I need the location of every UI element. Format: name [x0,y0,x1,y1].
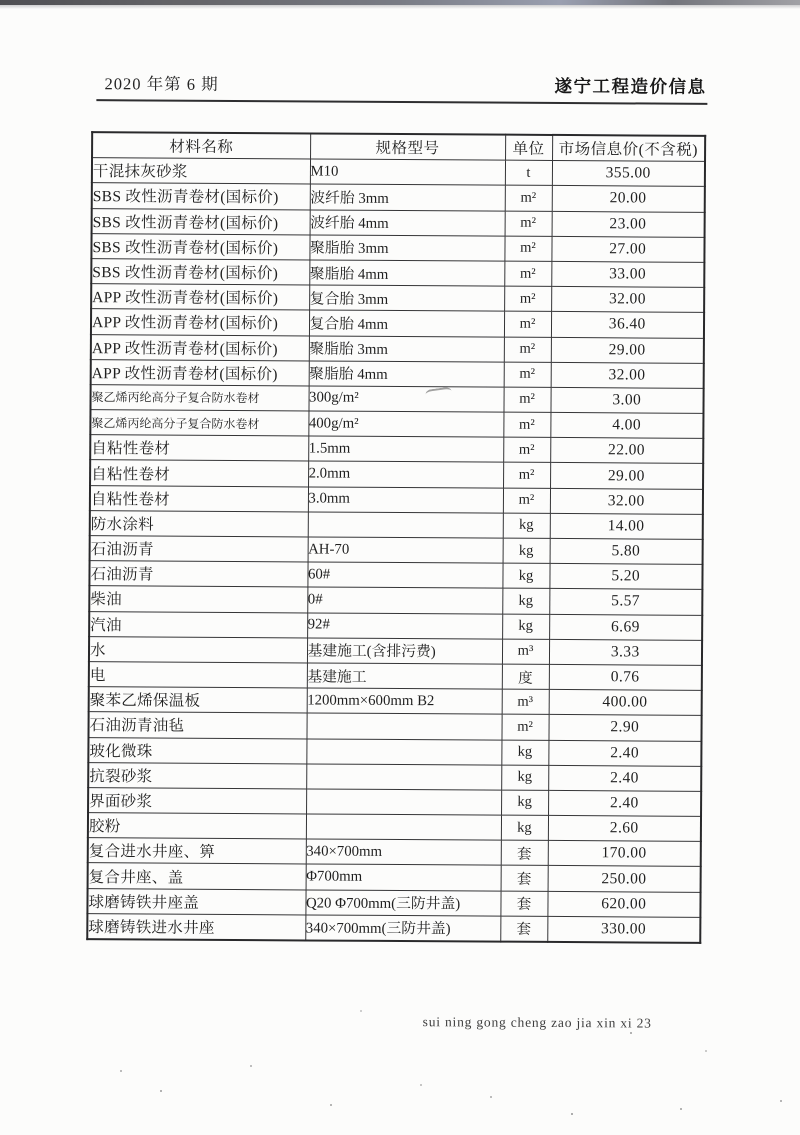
price-cell: 170.00 [548,841,701,867]
table-row [89,611,702,640]
unit-cell: kg [503,538,550,563]
spec-cell: 聚脂胎 3mm [309,235,504,261]
material-name-cell: 石油沥青 [90,536,308,563]
price-cell: 3.33 [549,639,702,665]
col-header-unit: 单位 [505,135,552,161]
spec-cell: 400g/m² [308,411,503,437]
price-cell: 330.00 [547,916,700,943]
material-name-cell: 自粘性卷材 [90,485,308,512]
material-name-cell: 干混抹灰砂浆 [92,158,310,185]
price-cell: 2.60 [548,815,701,841]
table-row [91,359,704,388]
table-row [90,410,703,439]
material-name-cell: 石油沥青油毡 [88,712,306,739]
price-cell: 2.90 [548,715,701,741]
price-cell: 23.00 [552,211,705,237]
table-row [90,384,703,413]
page-footer [423,1014,652,1031]
unit-cell: m² [503,387,550,412]
unit-cell: kg [502,614,549,639]
table-row [88,813,701,842]
unit-cell: m² [501,714,548,739]
material-name-cell: 玻化微珠 [88,737,306,764]
header-rule [96,99,707,105]
price-cell: 32.00 [550,488,703,514]
spec-cell: 0# [307,587,502,613]
spec-cell: 聚脂胎 4mm [309,361,504,387]
material-name-cell: 聚苯乙烯保温板 [89,687,307,714]
price-cell: 5.80 [550,538,703,564]
spec-cell: 2.0mm [308,461,503,487]
table-row [90,510,703,539]
material-name-cell: 防水涂料 [90,510,308,537]
table-row [89,561,702,590]
unit-cell: 套 [501,866,548,891]
material-name-cell: 聚乙烯丙纶高分子复合防水卷材 [90,410,308,437]
material-name-cell: 胶粉 [88,813,306,840]
table-row [89,636,702,665]
unit-cell: m² [504,362,551,387]
price-cell: 29.00 [550,463,703,489]
scan-noise-specks [160,1090,162,1092]
table-row [91,334,704,363]
spec-cell: Φ700mm [306,864,501,890]
table-row [90,460,703,489]
price-table [86,131,706,944]
price-cell: 14.00 [550,513,703,539]
table-row [88,737,701,766]
table-row [91,233,704,262]
spec-cell: 波纤胎 3mm [310,184,505,210]
table-row [90,485,703,514]
material-name-cell: APP 改性沥青卷材(国标价) [91,309,309,336]
price-cell: 2.40 [548,790,701,816]
page-header [104,70,706,99]
unit-cell: kg [501,790,548,815]
unit-cell: 度 [502,664,549,689]
unit-cell: m³ [502,639,549,664]
spec-cell: 波纤胎 4mm [310,210,505,236]
unit-cell: m² [503,412,550,437]
material-name-cell: APP 改性沥青卷材(国标价) [91,359,309,386]
spec-cell: 60# [307,562,502,588]
material-name-cell: 石油沥青 [89,561,307,588]
price-cell: 400.00 [549,690,702,716]
journal-title: 遂宁工程造价信息 [554,75,707,97]
table-row [88,787,701,816]
table-row [91,309,704,338]
price-cell: 2.40 [548,765,701,791]
unit-cell: t [505,160,552,185]
material-name-cell: 水 [89,636,307,663]
table-row [88,762,701,791]
table-row [91,284,704,313]
price-cell: 32.00 [551,362,704,388]
material-name-cell: SBS 改性沥青卷材(国标价) [91,259,309,286]
col-header-price: 市场信息价(不含税) [552,135,705,162]
price-cell: 20.00 [552,186,705,212]
material-name-cell: 界面砂浆 [88,787,306,814]
material-name-cell: SBS 改性沥青卷材(国标价) [91,233,309,260]
material-name-cell: 聚乙烯丙纶高分子复合防水卷材 [90,384,308,411]
spec-cell: 340×700mm(三防井盖) [305,915,500,942]
material-name-cell: 电 [89,662,307,689]
spec-cell [306,814,501,840]
table-row [89,662,702,691]
unit-cell: m² [503,463,550,488]
unit-cell: m² [504,261,551,286]
spec-cell: 基建施工(含排污费) [307,638,502,664]
table-row [92,208,705,237]
table-row [89,687,702,716]
price-cell: 4.00 [550,412,703,438]
table-row [89,586,702,615]
unit-cell: 套 [500,916,547,942]
unit-cell: m² [504,286,551,311]
price-cell: 3.00 [550,387,703,413]
table-row [90,536,703,565]
material-name-cell: 复合井座、盖 [88,863,306,890]
spec-cell: 基建施工 [307,663,502,689]
spec-cell: 1200mm×600mm B2 [307,688,502,714]
table-row [87,913,700,942]
spec-cell [306,764,501,790]
spec-cell [306,713,501,739]
material-name-cell: 球磨铸铁井座盖 [87,888,305,915]
material-name-cell: 球磨铸铁进水井座 [87,913,305,940]
spec-cell: Q20 Φ700mm(三防井盖) [305,890,500,916]
unit-cell: m² [505,211,552,236]
unit-cell: kg [501,815,548,840]
price-cell: 620.00 [547,891,700,917]
spec-cell: AH-70 [308,537,503,563]
table-header [92,132,705,161]
spec-cell: 复合胎 4mm [309,310,504,336]
issue-label: 2020 年第 6 期 [104,74,219,94]
price-cell: 36.40 [551,312,704,338]
unit-cell: kg [502,563,549,588]
spec-cell: 1.5mm [308,436,503,462]
col-header-material: 材料名称 [92,132,310,159]
spec-cell: 聚脂胎 4mm [309,260,504,286]
material-name-cell: 汽油 [89,611,307,638]
price-cell: 250.00 [548,866,701,892]
spec-cell [306,738,501,764]
unit-cell: m² [503,437,550,462]
table-row [87,888,700,917]
price-cell: 22.00 [550,438,703,464]
price-cell: 27.00 [551,236,704,262]
price-cell: 355.00 [552,161,705,187]
header-row [92,132,705,161]
material-name-cell: 自粘性卷材 [90,435,308,462]
table-body [87,158,705,943]
table-row [92,158,705,187]
price-cell: 33.00 [551,261,704,287]
spec-cell: 300g/m² [308,386,503,412]
unit-cell: m² [505,186,552,211]
unit-cell: m³ [502,689,549,714]
footer-pinyin-page-number: sui ning gong cheng zao jia xin xi 23 [422,1014,652,1031]
material-name-cell: 柴油 [89,586,307,613]
material-name-cell: APP 改性沥青卷材(国标价) [91,334,309,361]
material-name-cell: 抗裂砂浆 [88,762,306,789]
spec-cell: 92# [307,613,502,639]
spec-cell [308,512,503,538]
table-row [88,712,701,741]
unit-cell: kg [501,740,548,765]
price-cell: 5.20 [549,564,702,590]
unit-cell: 套 [501,840,548,865]
spec-cell: 复合胎 3mm [309,285,504,311]
table-row [88,838,701,867]
spec-cell: 3.0mm [308,487,503,513]
spec-cell: M10 [310,159,505,185]
material-name-cell: APP 改性沥青卷材(国标价) [91,284,309,311]
material-name-cell: SBS 改性沥青卷材(国标价) [92,183,310,210]
unit-cell: m² [504,311,551,336]
unit-cell: kg [503,513,550,538]
material-name-cell: 复合进水井座、箅 [88,838,306,865]
unit-cell: kg [501,765,548,790]
unit-cell: m² [503,488,550,513]
price-cell: 5.57 [549,589,702,615]
unit-cell: 套 [500,891,547,916]
unit-cell: m² [504,337,551,362]
material-name-cell: 自粘性卷材 [90,460,308,487]
table-row [91,259,704,288]
price-cell: 6.69 [549,614,702,640]
unit-cell: m² [504,236,551,261]
spec-cell: 340×700mm [306,839,501,865]
spec-cell: 聚脂胎 3mm [309,335,504,361]
table-row [92,183,705,212]
price-cell: 29.00 [551,337,704,363]
col-header-spec: 规格型号 [310,133,505,160]
price-cell: 32.00 [551,287,704,313]
price-cell: 2.40 [548,740,701,766]
table-row [88,863,701,892]
spec-cell [306,789,501,815]
price-cell: 0.76 [549,664,702,690]
unit-cell: kg [502,589,549,614]
table-row [90,435,703,464]
material-name-cell: SBS 改性沥青卷材(国标价) [92,208,310,235]
